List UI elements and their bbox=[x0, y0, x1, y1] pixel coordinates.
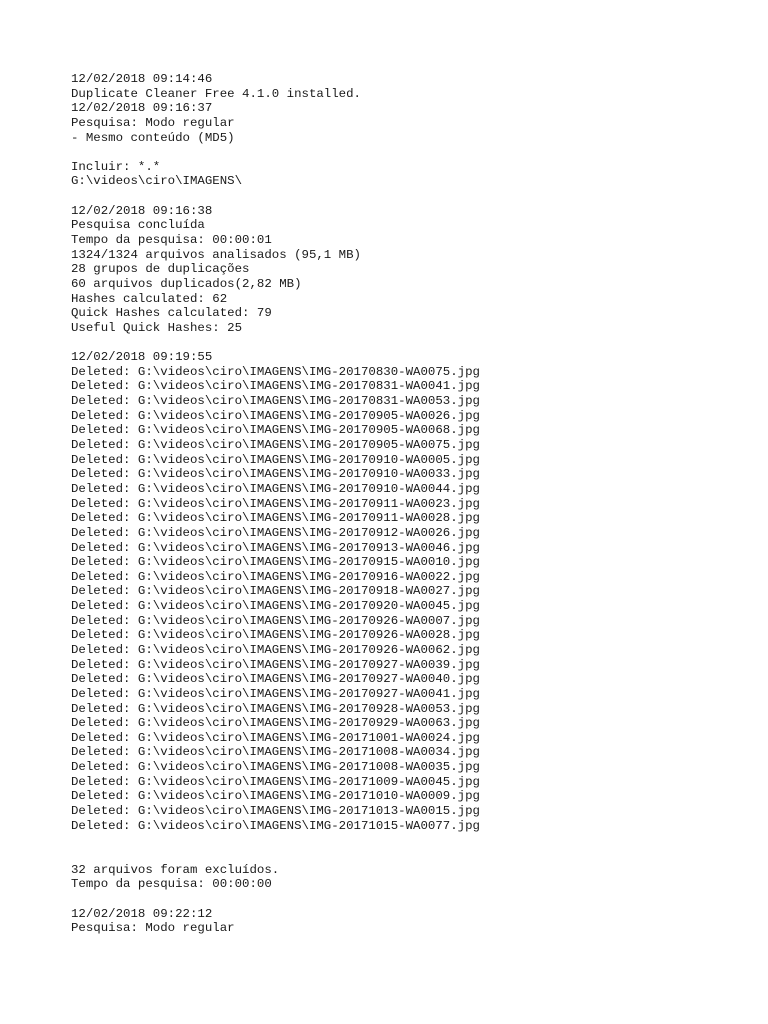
log-line: Deleted: G:\videos\ciro\IMAGENS\IMG-20170927-WA0041.jpg bbox=[71, 686, 480, 701]
log-line bbox=[71, 336, 480, 351]
log-line: Deleted: G:\videos\ciro\IMAGENS\IMG-20170920-WA0045.jpg bbox=[71, 599, 480, 614]
log-line bbox=[71, 189, 480, 204]
log-line: Deleted: G:\videos\ciro\IMAGENS\IMG-20170929-WA0063.jpg bbox=[71, 716, 480, 731]
log-line: 12/02/2018 09:14:46 bbox=[71, 72, 213, 86]
log-line: Deleted: G:\videos\ciro\IMAGENS\IMG-20171009-WA0045.jpg bbox=[71, 774, 480, 789]
log-line: Deleted: G:\videos\ciro\IMAGENS\IMG-20170911-WA0028.jpg bbox=[71, 511, 480, 526]
log-line: Deleted: G:\videos\ciro\IMAGENS\IMG-20171015-WA0077.jpg bbox=[71, 818, 480, 833]
log-line: 12/02/2018 09:19:55 bbox=[71, 350, 213, 365]
log-line: Duplicate Cleaner Free 4.1.0 installed. bbox=[71, 86, 361, 101]
log-text bbox=[71, 72, 480, 936]
log-line: Tempo da pesquisa: 00:00:00 bbox=[71, 877, 272, 892]
log-line: 12/02/2018 09:16:37 bbox=[71, 101, 213, 116]
log-line: Useful Quick Hashes: 25 bbox=[71, 320, 243, 335]
log-line: Deleted: G:\videos\ciro\IMAGENS\IMG-20170905-WA0026.jpg bbox=[71, 408, 480, 423]
log-line: Deleted: G:\videos\ciro\IMAGENS\IMG-20171001-WA0024.jpg bbox=[71, 730, 480, 745]
log-line: G:\videos\ciro\IMAGENS\ bbox=[71, 174, 243, 189]
log-line: Deleted: G:\videos\ciro\IMAGENS\IMG-20170831-WA0041.jpg bbox=[71, 379, 480, 394]
log-line: 12/02/2018 09:16:38 bbox=[71, 203, 213, 218]
log-line: Deleted: G:\videos\ciro\IMAGENS\IMG-20170905-WA0075.jpg bbox=[71, 438, 480, 453]
log-line bbox=[71, 892, 480, 907]
log-line: Pesquisa concluída bbox=[71, 218, 205, 233]
log-line: Deleted: G:\videos\ciro\IMAGENS\IMG-20171013-WA0015.jpg bbox=[71, 804, 480, 819]
log-line: Deleted: G:\videos\ciro\IMAGENS\IMG-20170913-WA0046.jpg bbox=[71, 540, 480, 555]
log-line: Tempo da pesquisa: 00:00:01 bbox=[71, 233, 272, 248]
log-line: Deleted: G:\videos\ciro\IMAGENS\IMG-20170916-WA0022.jpg bbox=[71, 569, 480, 584]
log-line: Deleted: G:\videos\ciro\IMAGENS\IMG-20170926-WA0007.jpg bbox=[71, 613, 480, 628]
log-line: Deleted: G:\videos\ciro\IMAGENS\IMG-20170918-WA0027.jpg bbox=[71, 584, 480, 599]
log-line: Deleted: G:\videos\ciro\IMAGENS\IMG-20170926-WA0062.jpg bbox=[71, 642, 480, 657]
log-line: Deleted: G:\videos\ciro\IMAGENS\IMG-20171008-WA0034.jpg bbox=[71, 745, 480, 760]
log-line: Deleted: G:\videos\ciro\IMAGENS\IMG-20171010-WA0009.jpg bbox=[71, 789, 480, 804]
log-line: Quick Hashes calculated: 79 bbox=[71, 306, 272, 321]
log-line: Pesquisa: Modo regular bbox=[71, 921, 235, 936]
log-line: 32 arquivos foram excluídos. bbox=[71, 862, 280, 877]
log-line: Deleted: G:\videos\ciro\IMAGENS\IMG-20170928-WA0053.jpg bbox=[71, 701, 480, 716]
log-line: 28 grupos de duplicações bbox=[71, 262, 250, 277]
log-line: 60 arquivos duplicados(2,82 MB) bbox=[71, 276, 302, 291]
log-line: Deleted: G:\videos\ciro\IMAGENS\IMG-20170927-WA0040.jpg bbox=[71, 672, 480, 687]
log-line: Pesquisa: Modo regular bbox=[71, 115, 235, 130]
log-line: Deleted: G:\videos\ciro\IMAGENS\IMG-20170910-WA0033.jpg bbox=[71, 467, 480, 482]
log-line: 12/02/2018 09:22:12 bbox=[71, 906, 213, 921]
log-line: Deleted: G:\videos\ciro\IMAGENS\IMG-20170905-WA0068.jpg bbox=[71, 423, 480, 438]
log-line: Deleted: G:\videos\ciro\IMAGENS\IMG-20170926-WA0028.jpg bbox=[71, 628, 480, 643]
log-line bbox=[71, 833, 480, 848]
log-line: Deleted: G:\videos\ciro\IMAGENS\IMG-20171008-WA0035.jpg bbox=[71, 760, 480, 775]
log-line bbox=[71, 848, 480, 863]
log-line: - Mesmo conteúdo (MD5) bbox=[71, 130, 235, 145]
log-line: Deleted: G:\videos\ciro\IMAGENS\IMG-20170830-WA0075.jpg bbox=[71, 364, 480, 379]
log-line: Deleted: G:\videos\ciro\IMAGENS\IMG-20170912-WA0026.jpg bbox=[71, 525, 480, 540]
log-line: Deleted: G:\videos\ciro\IMAGENS\IMG-20170831-WA0053.jpg bbox=[71, 394, 480, 409]
log-line: Incluir: *.* bbox=[71, 159, 161, 174]
log-line: Deleted: G:\videos\ciro\IMAGENS\IMG-20170910-WA0005.jpg bbox=[71, 452, 480, 467]
log-line: 1324/1324 arquivos analisados (95,1 MB) bbox=[71, 247, 361, 262]
log-line: Deleted: G:\videos\ciro\IMAGENS\IMG-20170915-WA0010.jpg bbox=[71, 555, 480, 570]
log-line: Deleted: G:\videos\ciro\IMAGENS\IMG-20170911-WA0023.jpg bbox=[71, 496, 480, 511]
log-line: Hashes calculated: 62 bbox=[71, 291, 228, 306]
log-line: Deleted: G:\videos\ciro\IMAGENS\IMG-20170910-WA0044.jpg bbox=[71, 481, 480, 496]
log-line bbox=[71, 145, 480, 160]
log-line: Deleted: G:\videos\ciro\IMAGENS\IMG-20170927-WA0039.jpg bbox=[71, 657, 480, 672]
